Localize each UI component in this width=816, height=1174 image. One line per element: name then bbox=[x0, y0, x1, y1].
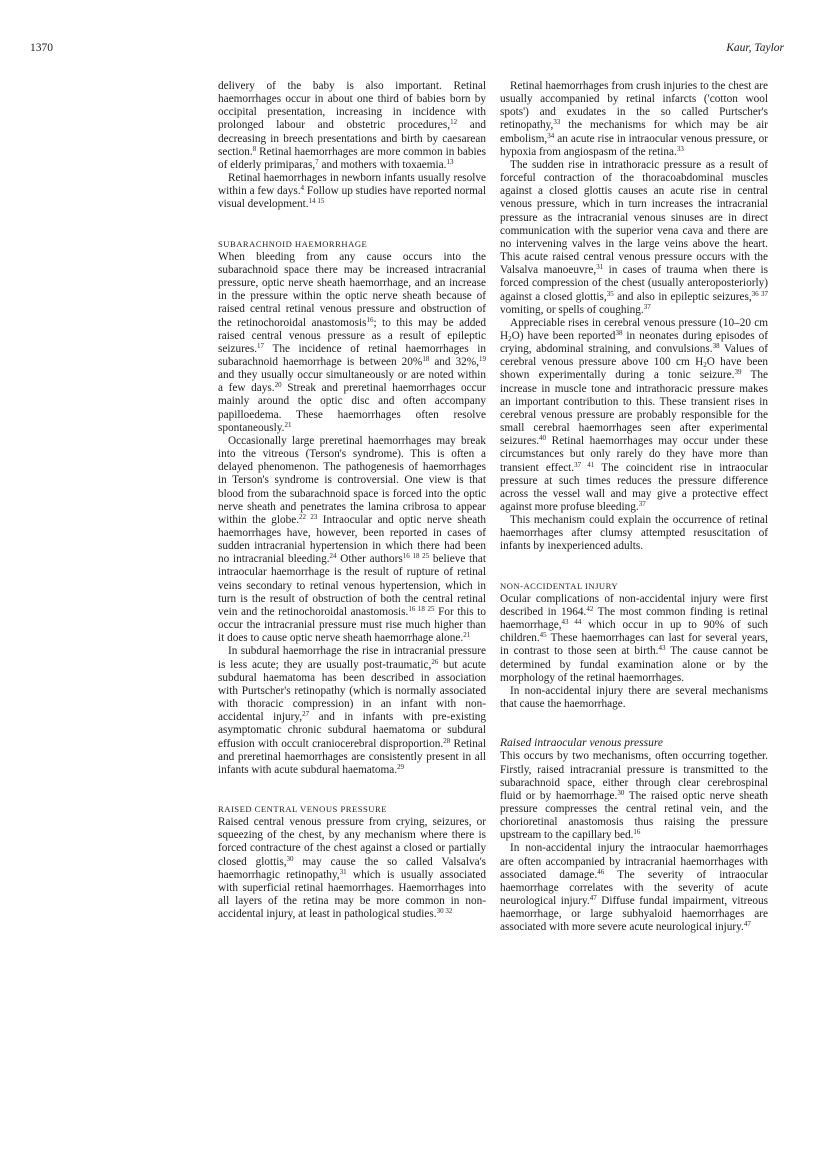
reference-superscript: 46 bbox=[597, 867, 605, 876]
right-column bbox=[500, 80, 768, 935]
paragraph-rivp-1: This occurs by two mechanisms, often occurring together. Firstly, raised intracranial pressure is transmitted to the subarachnoid space, either through clear cerebrospinal fluid or by haemorrhage.$^{30}$ The raised optic nerve sheath pressure compresses the central retinal vein, and the chorioretinal anastomosis thus raising the pressure upstream to the capillary bed.$^{16}$ bbox=[500, 750, 768, 842]
reference-superscript: 40 bbox=[539, 434, 547, 443]
reference-superscript: 37 bbox=[643, 302, 651, 311]
reference-superscript: 43 44 bbox=[561, 618, 582, 627]
reference-superscript: 42 bbox=[586, 604, 594, 613]
subscript: 2 bbox=[703, 361, 707, 370]
left-column bbox=[218, 80, 486, 921]
reference-superscript: 14 15 bbox=[308, 197, 325, 206]
reference-superscript: 24 bbox=[329, 552, 337, 561]
reference-superscript: 12 bbox=[450, 118, 458, 127]
reference-superscript: 30 32 bbox=[436, 907, 453, 916]
reference-superscript: 36 37 bbox=[751, 289, 768, 298]
reference-superscript: 37 41 bbox=[574, 460, 595, 469]
paragraph-mechanism: This mechanism could explain the occurrence of retinal haemorrhages after clumsy attempted resuscitation of infants by inexperienced adults. bbox=[500, 514, 768, 553]
paragraph-crush: Retinal haemorrhages from crush injuries to the chest are usually accompanied by retinal infarcts ('cotton wool spots') and exudates in the so called Purtscher's retinopathy,$^{33}$ the mechanisms for which may be air embolism,$^{34}$ an acute rise in intraocular venous pressure, or hypoxia from angiospasm of the retina.$^{33}$ bbox=[500, 80, 768, 158]
paragraph-nai-1: Ocular complications of non-accidental injury were first described in 1964.42 The most common finding is retinal haemorrhage,$^{43 44}$ which occur in up to 90% of such children.$^{45}$ These haemorrhages can last for several years, in contrast to those seen at birth.$^{43}$ The cause cannot be determined by fundal examination alone or by the morphology of the retinal haemorrhages. bbox=[500, 592, 769, 684]
reference-superscript: 47 bbox=[589, 894, 597, 903]
reference-superscript: 33 bbox=[553, 118, 561, 127]
reference-superscript: 34 bbox=[547, 131, 555, 140]
reference-superscript: 21 bbox=[463, 631, 471, 640]
reference-superscript: 16 bbox=[633, 828, 641, 837]
reference-superscript: 30 bbox=[617, 788, 625, 797]
paragraph-sah-3: In subdural haemorrhage the rise in intracranial pressure is less acute; they are usually post-traumatic,$^{26}$ but acute subdural haematoma has been described in association with Purtscher's retinopathy (which is normally associated with thoracic compression) in an infant with non-accidental injury,$^{27}$ and in infants with pre-existing asymptomatic chronic subdural haematoma or subdural effusion with occult craniocerebral disproportion.$^{28}$ Retinal and preretinal haemorrhages are consistently present in all infants with acute subdural haematoma.$^{29}$ bbox=[218, 645, 486, 776]
heading-raised-central-venous-pressure: RAISED CENTRAL VENOUS PRESSURE bbox=[218, 803, 387, 814]
page-number: 1370 bbox=[30, 42, 53, 54]
reference-superscript: 16 bbox=[366, 315, 374, 324]
reference-superscript: 22 23 bbox=[299, 512, 318, 521]
paragraph-sah-2: Occasionally large preretinal haemorrhages may break into the vitreous (Terson's syndrome). This is often a delayed phenomenon. The pathogenesis of haemorrhages in Terson's syndrome is controversial. One view is that blood from the subarachnoid space is forced into the optic nerve sheath and penetrates the lamina cribrosa to appear within the globe.$^{22 23}$ Intraocular and optic nerve sheath haemorrhages have, however, been reported in cases of sudden intracranial hypertension in which there had been no intracranial bleeding.$^{24}$ Other authors$^{16 18 25}$ believe that intraocular haemorrhage is the result of rupture of retinal veins secondary to retinal venous hypertension, which in turn is the result of obstruction of both the central retinal vein and the retinochoroidal anastomosis.$^{16 18 25}$ For this to occur the intracranial pressure must rise much higher than it does to cause optic nerve sheath haemorrhage alone.$^{21}$ bbox=[218, 434, 487, 645]
reference-superscript: 30 bbox=[286, 854, 294, 863]
reference-superscript: 21 bbox=[284, 420, 292, 429]
reference-superscript: 38 bbox=[712, 342, 720, 351]
reference-superscript: 47 bbox=[743, 920, 751, 929]
reference-superscript: 26 bbox=[431, 657, 439, 666]
reference-superscript: 17 bbox=[257, 341, 265, 350]
running-head: Kaur, Taylor bbox=[726, 42, 784, 54]
reference-superscript: 16 18 25 bbox=[402, 552, 430, 561]
reference-superscript: 39 bbox=[734, 368, 742, 377]
reference-superscript: 7 bbox=[315, 157, 319, 166]
reference-superscript: 35 bbox=[606, 289, 614, 298]
reference-superscript: 29 bbox=[397, 762, 405, 771]
paragraph-resolve: Retinal haemorrhages in newborn infants usually resolve within a few days.$^4$ Follow up studies have reported normal visual development.$^{14 15}$ bbox=[218, 172, 487, 211]
paragraph-sah-1: When bleeding from any cause occurs into the subarachnoid space there may be increased intracranial pressure, optic nerve sheath haemorrhage, and an increase in the pressure within the optic nerve sheath because of raised central retinal venous pressure and obstruction of the retinochoroidal anastomosis$^{16}$; to this may be added raised central venous pressure as a result of epileptic seizures.$^{17}$ The incidence of retinal haemorrhages in subarachnoid haemorrhage is between 20%$^{18}$ and 32%,$^{19}$ and they usually occur simultaneously or are noted within a few days.$^{20}$ Streak and preretinal haemorrhages occur mainly around the optic disc and often accompany papilloedema. These haemorrhages often resolve spontaneously.$^{21}$ bbox=[218, 250, 486, 434]
reference-superscript: 27 bbox=[302, 710, 310, 719]
reference-superscript: 16 18 25 bbox=[408, 604, 435, 613]
reference-superscript: 8 bbox=[252, 144, 257, 153]
reference-superscript: 13 bbox=[446, 157, 454, 166]
reference-superscript: 33 bbox=[676, 144, 684, 153]
paragraph-rcvp: Raised central venous pressure from crying, seizures, or squeezing of the chest, by any mechanism where there is forced contracture of the chest against a closed or partially closed glottis,$^{30}$ may cause the so called Valsalva's haemorrhagic retinopathy,$^{31}$ which is usually associated with superficial retinal haemorrhages. Haemorrhages into all layers of the retina may be more common in non-accidental injury, at least in pathological studies.$^{30 32}$ bbox=[218, 816, 486, 921]
paragraph-intro: delivery of the baby is also important. Retinal haemorrhages occur in about one third of babies born by occipital presentation, increasing in incidence with prolonged labour and obstetric procedures,$^{12}$ and decreasing in breech presentations and birth by caesarean section.$^8$ Retinal haemorrhages are more common in babies of elderly primiparas,$^7$ and mothers with toxaemia.$^{13}$ bbox=[218, 80, 487, 171]
reference-superscript: 28 bbox=[443, 736, 451, 745]
paragraph-sudden: The sudden rise in intrathoracic pressure as a result of forceful contraction of the thoracoabdominal muscles against a closed glottis causes an acute rise in central venous pressure, which in turn increases the intracranial pressure as the intracranial venous sinuses are in direct communication with the superior vena cava and there are no intervening valves in the large veins above the heart. This acute raised central venous pressure occurs with the Valsalva manoeuvre,$^{31}$ in cases of trauma when there is forced compression of the chest (usually anteroposteriorly) against a closed glottis,$^{35}$ and also in epileptic seizures,$^{36 37}$ vomiting, or spells of coughing.$^{37}$ bbox=[500, 158, 768, 316]
reference-superscript: 18 bbox=[422, 354, 430, 363]
reference-superscript: 20 bbox=[274, 381, 282, 390]
heading-non-accidental-injury: NON-ACCIDENTAL INJURY bbox=[500, 580, 619, 591]
paragraph-nai-2: In non-accidental injury there are several mechanisms that cause the haemorrhage. bbox=[500, 684, 768, 711]
paragraph-rivp-2: In non-accidental injury the intraocular haemorrhages are often accompanied by intracranial haemorrhages with associated damage.$^{46}$ The severity of intraocular haemorrhage correlates with the severity of acute neurological injury.$^{47}$ Diffuse fundal impairment, vitreous haemorrhage, or large subhyaloid haemorrhages are associated with more severe acute neurological injury.$^{47}$ bbox=[500, 842, 768, 934]
reference-superscript: 38 bbox=[615, 328, 623, 337]
reference-superscript: 37 bbox=[638, 500, 646, 508]
reference-superscript: 19 bbox=[479, 354, 486, 363]
reference-superscript: 45 bbox=[539, 631, 547, 640]
subscript: 2 bbox=[508, 334, 512, 343]
heading-subarachnoid-haemorrhage: SUBARACHNOID HAEMORRHAGE bbox=[218, 238, 368, 249]
paragraph-appreciable: Appreciable rises in cerebral venous pressure (10–20 cm $H_2O$) have been reported$^{38}$ in neonates during episodes of crying, abdominal straining, and convulsions.$^{38}$ Values of cerebral venous pressure above 100 cm $H_2O$ have been shown experimentally during a tonic seizure.$^{39}$ The increase in muscle tone and intrathoracic pressure makes an important contribution to this. These transient rises in cerebral venous pressure are probably responsible for the small cerebral haemorrhages seen after experimental seizures.$^{40}$ Retinal haemorrhages may occur under these circumstances but only rarely do they have more than transient effect.$^{37 41}$ The coincident rise in intraocular pressure at such times reduces the pressure difference across the vessel wall and may give a protective effect against more profuse bleeding.$^{37}$ bbox=[500, 316, 768, 513]
reference-superscript: 4 bbox=[300, 184, 305, 193]
reference-superscript: 31 bbox=[596, 263, 604, 272]
reference-superscript: 31 bbox=[339, 867, 347, 876]
reference-superscript: 43 bbox=[658, 644, 666, 653]
heading-raised-intraocular-venous-pressure: Raised intraocular venous pressure bbox=[500, 737, 664, 750]
